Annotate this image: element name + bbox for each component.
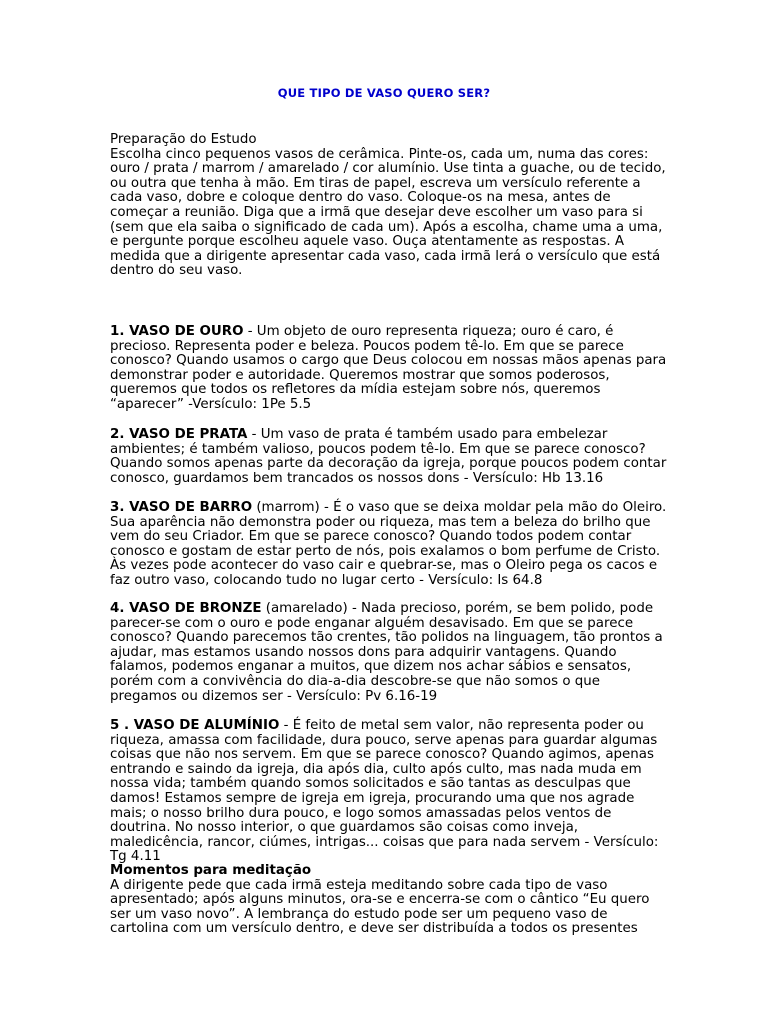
meditation-block <box>110 864 670 937</box>
section-vaso-prata <box>110 428 670 486</box>
page-title: QUE TIPO DE VASO QUERO SER? <box>277 86 491 100</box>
section-vaso-aluminio <box>110 719 670 865</box>
section-text: - Um objeto de ouro representa riqueza; ouro é caro, é precioso. Representa poder e beleza. Poucos podem tê-lo. Em que se parece conosco? Quando usamos o cargo que Deus colocou em nossas mãos apenas para demonstrar poder e autoridade. Queremos mostrar que somos poderosos, queremos que todos os refletores da mídia estejam sobre nós, queremos “aparecer” -Versículo: 1Pe 5.5 <box>110 324 667 412</box>
section-text: - Nada precioso, porém, se bem polido, pode parecer-se com o ouro e pode enganar alguém desavisado. Em que se parece conosco? Quando parecemos tão crentes, tão polidos na linguagem, tão prontos a ajudar, mas estamos usando nossos dons para adquirir vantagens. Quando falamos, podemos enganar a muitos, que dizem nos achar sábios e sensatos, porém com a convivência do dia-a-dia descobre-se que não somos o que pregamos ou dizemos ser - Versículo: Pv 6.16-19 <box>110 601 663 704</box>
section-heading: 4. VASO DE BRONZE <box>110 601 262 616</box>
section-heading: 1. VASO DE OURO <box>110 324 244 339</box>
section-extra: (amarelado) <box>261 601 348 616</box>
meditation-heading: Momentos para meditação <box>110 863 312 878</box>
section-paragraph <box>110 501 670 589</box>
section-text: - Um vaso de prata é também usado para embelezar ambientes; é também valioso, poucos podem tê-lo. Em que se parece conosco? Quando somos apenas parte da decoração da igreja, porque poucos podem contar conosco, guardamos bem trancados os nossos dons - Versículo: Hb 13.16 <box>110 427 667 486</box>
section-vaso-barro <box>110 501 670 589</box>
intro-text: Escolha cinco pequenos vasos de cerâmica. Pinte-os, cada um, numa das cores: ouro / prata / marrom / amarelado / cor alumínio. Use tinta a guache, ou de tecido, ou outra que tenha à mão. Em tiras de papel, escreva um versículo referente a cada vaso, dobre e coloque dentro do vaso. Coloque-os na mesa, antes de começar a reunião. Diga que a irmã que desejar deve escolher um vaso para si (sem que ela saiba o significado de cada um). Após a escolha, chame uma a uma, e pergunte porque escolheu aquele vaso. Ouça atentamente as respostas. A medida que a dirigente apresentar cada vaso, cada irmã lerá o versículo que está dentro do seu vaso. <box>110 146 666 279</box>
section-heading: 2. VASO DE PRATA <box>110 427 248 442</box>
section-text: - É o vaso que se deixa moldar pela mão do Oleiro. Sua aparência não demonstra poder ou riqueza, mas tem a beleza do brilho que vem do seu Criador. Em que se parece conosco? Quando todos podem contar conosco e gostam de estar perto de nós, pois exalamos o bom perfume de Cristo. Às vezes pode acontecer do vaso cair e quebrar-se, mas o Oleiro pega os cacos e faz outro vaso, colocando tudo no lugar certo - Versículo: Is 64.8 <box>110 500 667 588</box>
section-heading: 3. VASO DE BARRO <box>110 500 253 515</box>
section-paragraph <box>110 428 670 486</box>
section-paragraph <box>110 719 670 865</box>
meditation-text: A dirigente pede que cada irmã esteja meditando sobre cada tipo de vaso apresentado; após alguns minutos, ora-se e encerra-se com o cântico “Eu quero ser um vaso novo”. A lembrança do estudo pode ser um pequeno vaso de cartolina com um versículo dentro, e deve ser distribuída a todos os presentes <box>110 877 650 937</box>
section-vaso-bronze <box>110 602 670 704</box>
intro-block <box>110 133 670 279</box>
section-paragraph <box>110 325 670 413</box>
intro-heading: Preparação do Estudo <box>110 132 257 147</box>
section-vaso-ouro <box>110 325 670 413</box>
section-extra: (marrom) <box>252 500 320 515</box>
section-text: - É feito de metal sem valor, não representa poder ou riqueza, amassa com facilidade, dura pouco, serve apenas para guardar algumas coisas que não nos servem. Em que se parece conosco? Quando agimos, apenas entrando e saindo da igreja, dia após dia, culto após culto, mas nada muda em nossa vida; também quando somos solicitados e são tantas as desculpas que damos! Estamos sempre de igreja em igreja, procurando uma que nos agrade mais; o nosso brilho dura pouco, e logo somos amassadas pelos ventos de doutrina. No nosso interior, o que guardamos são coisas como inveja, maledicência, rancor, ciúmes, intrigas... coisas que para nada servem - Versículo: Tg 4.11 <box>110 718 659 865</box>
section-heading: 5 . VASO DE ALUMÍNIO <box>110 718 280 733</box>
section-paragraph <box>110 602 670 704</box>
